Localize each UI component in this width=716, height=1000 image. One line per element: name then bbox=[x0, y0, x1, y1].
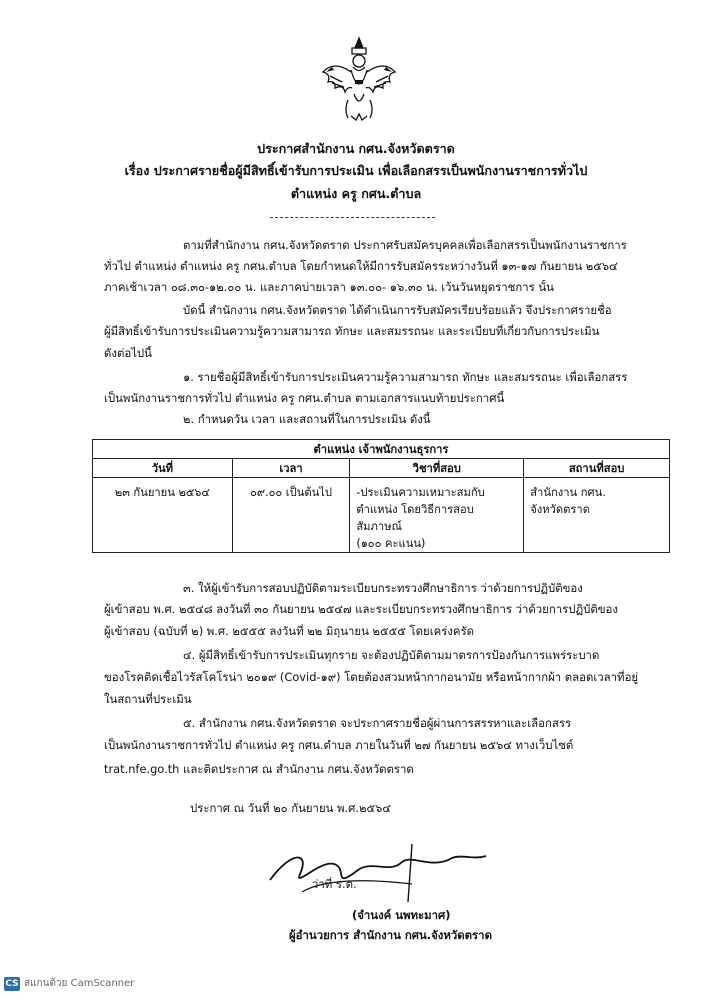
garuda-emblem bbox=[318, 34, 400, 122]
body-text-line: ๑. รายชื่อผู้มีสิทธิ์เข้ารับการประเมินความรู้ความสามารถ ทักษะ และสมรรถนะ เพื่อเลือกสรร bbox=[183, 370, 628, 384]
table-row bbox=[93, 478, 670, 553]
table-header-subject: วิชาที่สอบ bbox=[350, 459, 524, 478]
body-text-line: ทั่วไป ตำแหน่ง ตำแหน่ง ครู กศน.ตำบล โดยกำหนดให้มีการรับสมัครระหว่างวันที่ ๑๓-๑๗ กันยายน ๒๕๖๔ bbox=[104, 259, 618, 273]
body-text-line: บัดนี้ สำนักงาน กศน.จังหวัดตราด ได้ดำเนินการรับสมัครเรียบร้อยแล้ว จึงประกาศรายชื่อ bbox=[183, 303, 612, 317]
signature-rank: ว่าที่ ร.ต. bbox=[312, 877, 357, 891]
signer-name: (จำนงค์ นพทะมาศ) bbox=[352, 908, 451, 922]
body-text-line: ตามที่สำนักงาน กศน.จังหวัดตราด ประกาศรับสมัครบุคคลเพื่อเลือกสรรเป็นพนักงานราชการ bbox=[183, 238, 627, 252]
body-text-line: เป็นพนักงานราชการทั่วไป ตำแหน่ง ครู กศน.ตำบล ตามเอกสารแนบท้ายประกาศนี้ bbox=[104, 391, 505, 405]
body-text-line: ๓. ให้ผู้เข้ารับการสอบปฏิบัติตามระเบียบกระทรวงศึกษาธิการ ว่าด้วยการปฏิบัติของ bbox=[183, 581, 583, 595]
subject-line: (๑๐๐ คะแนน) bbox=[356, 537, 426, 550]
venue-line: สำนักงาน กศน. bbox=[530, 486, 606, 499]
schedule-table bbox=[92, 439, 670, 553]
body-text-line: ๒. กำหนดวัน เวลา และสถานที่ในการประเมิน ดังนี้ bbox=[183, 412, 431, 426]
table-cell-venue bbox=[524, 478, 670, 553]
announcement-date: ประกาศ ณ วันที่ ๒๐ กันยายน พ.ศ.๒๕๖๔ bbox=[190, 801, 391, 815]
table-header-date: วันที่ bbox=[93, 459, 233, 478]
body-text-line: ในสถานที่ประเมิน bbox=[104, 692, 192, 706]
subject-line: ตำแหน่ง โดยวิธีการสอบสัมภาษณ์ bbox=[356, 503, 474, 533]
subject-line: -ประเมินความเหมาะสมกับ bbox=[356, 486, 485, 499]
table-cell-time: ๐๙.๐๐ เป็นต้นไป bbox=[232, 478, 350, 553]
body-text-line: เป็นพนักงานราชการทั่วไป ตำแหน่ง ครู กศน.ตำบล ภายในวันที่ ๒๗ กันยายน ๒๕๖๔ ทางเว็บไซต์ bbox=[104, 738, 574, 752]
table-cell-date: ๒๓ กันยายน ๒๕๖๔ bbox=[93, 478, 233, 553]
body-text-line: ๔. ผู้มีสิทธิ์เข้ารับการประเมินทุกราย จะต้องปฏิบัติตามมาตรการป้องกันการแพร่ระบาด bbox=[183, 648, 600, 662]
table-header-venue: สถานที่สอบ bbox=[524, 459, 670, 478]
signature bbox=[262, 840, 492, 912]
body-text-line: ผู้เข้าสอบ (ฉบับที่ ๒) พ.ศ. ๒๕๕๕ ลงวันที่ ๒๒ มิถุนายน ๒๕๕๕ โดยเคร่งครัด bbox=[104, 624, 475, 638]
header-divider bbox=[270, 217, 435, 218]
body-text-line: ของโรคติดเชื้อไวรัสโคโรน่า ๒๐๑๙ (Covid-๑๙) โดยต้องสวมหน้ากากอนามัย หรือหน้ากากผ้า ตลอดเวลาที่อยู่ bbox=[104, 670, 639, 684]
scanner-watermark: สแกนด้วย CamScanner bbox=[24, 978, 135, 989]
announcement-position: ตำแหน่ง ครู กศน.ตำบล bbox=[290, 186, 422, 201]
body-text-line: trat.nfe.go.th และติดประกาศ ณ สำนักงาน กศน.จังหวัดตราด bbox=[104, 762, 414, 776]
body-text-line: ดังต่อไปนี้ bbox=[104, 346, 152, 360]
table-title: ตำแหน่ง เจ้าพนักงานธุรการ bbox=[93, 440, 670, 459]
camscanner-logo-icon: CS bbox=[5, 979, 19, 989]
announcement-issuer: ประกาศสำนักงาน กศน.จังหวัดตราด bbox=[257, 141, 455, 156]
signer-title: ผู้อำนวยการ สำนักงาน กศน.จังหวัดตราด bbox=[289, 928, 492, 942]
table-header-time: เวลา bbox=[232, 459, 350, 478]
table-cell-subject bbox=[350, 478, 524, 553]
body-text-line: ผู้มีสิทธิ์เข้ารับการประเมินความรู้ความสามารถ ทักษะ และสมรรถนะ และระเบียบที่เกี่ยวกับการประเมิน bbox=[104, 324, 600, 338]
body-text-line: ผู้เข้าสอบ พ.ศ. ๒๕๔๘ ลงวันที่ ๓๐ กันยายน ๒๕๔๗ และระเบียบกระทรวงศึกษาธิการ ว่าด้วยการปฏิบัติของ bbox=[104, 602, 618, 616]
announcement-subject: เรื่อง ประกาศรายชื่อผู้มีสิทธิ์เข้ารับการประเมิน เพื่อเลือกสรรเป็นพนักงานราชการทั่วไป bbox=[124, 163, 588, 178]
body-text-line: ๕. สำนักงาน กศน.จังหวัดตราด จะประกาศรายชื่อผู้ผ่านการสรรหาและเลือกสรร bbox=[183, 716, 572, 730]
body-text-line: ภาคเช้าเวลา ๐๘.๓๐-๑๒.๐๐ น. และภาคบ่ายเวลา ๑๓.๐๐- ๑๖.๓๐ น. เว้นวันหยุดราชการ นั้น bbox=[104, 280, 554, 294]
venue-line: จังหวัดตราด bbox=[530, 503, 590, 516]
